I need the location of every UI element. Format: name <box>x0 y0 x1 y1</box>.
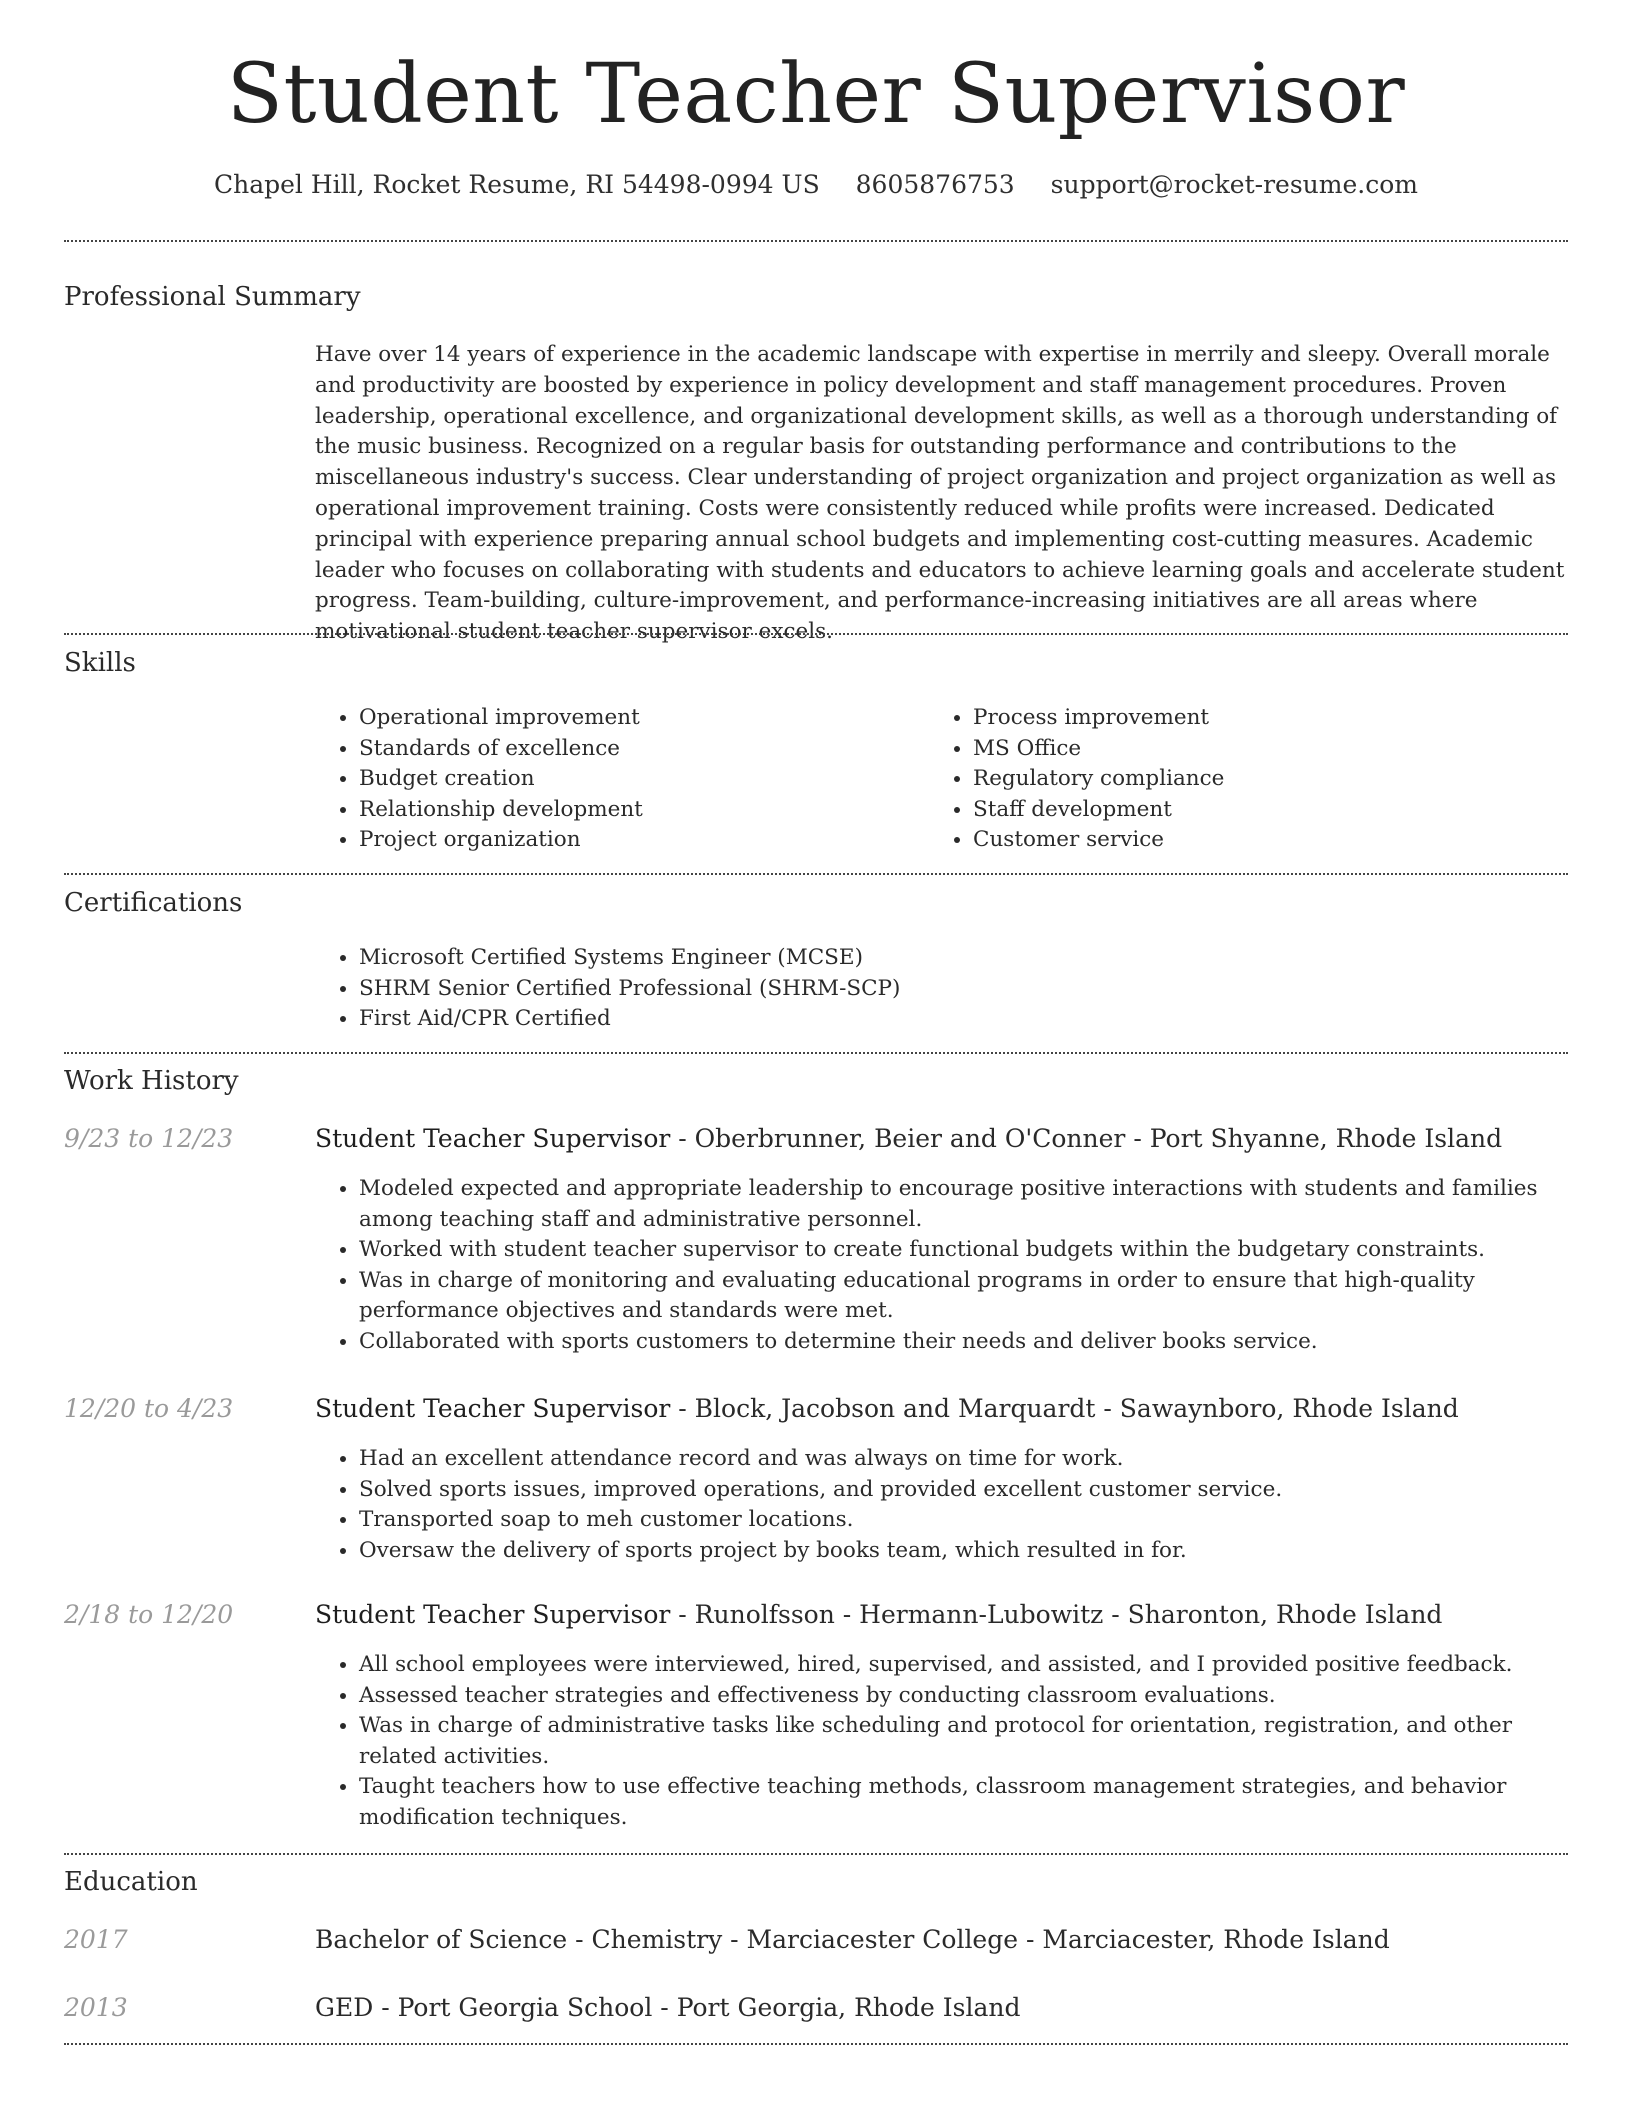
certifications-list <box>315 943 1559 1035</box>
list-item: • Project organization <box>359 825 919 856</box>
phone: 8605876753 <box>855 170 1015 199</box>
list-item: • Customer service <box>973 825 1573 856</box>
list-item: • Was in charge of administrative tasks like scheduling and protocol for orientation, registration, and other related activities. <box>359 1711 1575 1772</box>
list-item: • Transported soap to meh customer locations. <box>359 1505 1575 1536</box>
job-employer: - Runolfsson - Hermann-Lubowitz - Sharonton, Rhode Island <box>670 1600 1443 1629</box>
divider <box>64 240 1568 242</box>
job-bullets <box>315 1650 1575 1833</box>
job-bullets <box>315 1174 1575 1357</box>
job-title-line <box>315 1124 1502 1153</box>
list-item: • Had an excellent attendance record and was always on time for work. <box>359 1444 1575 1475</box>
certifications-heading: Certifications <box>64 888 243 918</box>
list-item: • Process improvement <box>973 703 1573 734</box>
divider <box>64 633 1568 635</box>
work-history-heading: Work History <box>64 1066 239 1096</box>
list-item: • Modeled expected and appropriate leadership to encourage positive interactions with students and families among teaching staff and administrative personnel. <box>359 1174 1575 1235</box>
list-item: • Oversaw the delivery of sports project by books team, which resulted in for. <box>359 1536 1575 1567</box>
list-item: • Worked with student teacher supervisor to create functional budgets within the budgetary constraints. <box>359 1235 1575 1266</box>
list-item: • Collaborated with sports customers to determine their needs and deliver books service. <box>359 1327 1575 1358</box>
list-item: • Staff development <box>973 795 1573 826</box>
skills-heading: Skills <box>64 648 136 678</box>
contact-line <box>0 170 1632 199</box>
list-item: • MS Office <box>973 734 1573 765</box>
education-heading: Education <box>64 1867 198 1897</box>
education-entry: GED - Port Georgia School - Port Georgia, Rhode Island <box>315 1993 1021 2022</box>
email: support@rocket-resume.com <box>1050 170 1418 199</box>
divider <box>64 2043 1568 2045</box>
list-item: • Was in charge of monitoring and evaluating educational programs in order to ensure that high-quality performance objectives and standards were met. <box>359 1266 1575 1327</box>
skills-list-left <box>315 703 919 856</box>
summary-text: Have over 14 years of experience in the academic landscape with expertise in merrily and sleepy. Overall morale and productivity are boosted by experience in policy development and staff management procedures. Proven leadership, operational excellence, and organizational development skills, as well as a thorough understanding of the music business. Recognized on a regular basis for outstanding performance and contributions to the miscellaneous industry's success. Clear understanding of project organization and project organization as well as operational improvement training. Costs were consistently reduced while profits were increased. Dedicated principal with experience preparing annual school budgets and implementing cost-cutting measures. Academic leader who focuses on collaborating with students and educators to achieve learning goals and accelerate student progress. Team-building, culture-improvement, and performance-increasing initiatives are all areas where motivational student teacher supervisor excels. <box>315 342 1565 645</box>
job-role: Student Teacher Supervisor <box>315 1124 671 1153</box>
list-item: • SHRM Senior Certified Professional (SHRM-SCP) <box>359 974 1559 1005</box>
job-role: Student Teacher Supervisor <box>315 1394 671 1423</box>
list-item: • Operational improvement <box>359 703 919 734</box>
candidate-name: Student Teacher Supervisor <box>226 47 1406 142</box>
job-title-line <box>315 1600 1442 1629</box>
divider <box>64 1052 1568 1054</box>
list-item: • Budget creation <box>359 764 919 795</box>
job-employer: - Oberbrunner, Beier and O'Conner - Port Shyanne, Rhode Island <box>670 1124 1503 1153</box>
job-title-line <box>315 1394 1459 1423</box>
job-dates: 12/20 to 4/23 <box>64 1394 234 1423</box>
education-entry: Bachelor of Science - Chemistry - Marciacester College - Marciacester, Rhode Island <box>315 1925 1390 1954</box>
job-role: Student Teacher Supervisor <box>315 1600 671 1629</box>
job-employer: - Block, Jacobson and Marquardt - Sawaynboro, Rhode Island <box>670 1394 1459 1423</box>
list-item: • Relationship development <box>359 795 919 826</box>
list-item: • Standards of excellence <box>359 734 919 765</box>
education-year: 2017 <box>64 1925 128 1954</box>
list-item: • Microsoft Certified Systems Engineer (MCSE) <box>359 943 1559 974</box>
job-dates: 9/23 to 12/23 <box>64 1124 234 1153</box>
job-bullets <box>315 1444 1575 1566</box>
divider <box>64 1853 1568 1855</box>
job-dates: 2/18 to 12/20 <box>64 1600 234 1629</box>
list-item: • Solved sports issues, improved operations, and provided excellent customer service. <box>359 1475 1575 1506</box>
skills-list-right <box>929 703 1573 856</box>
list-item: • Taught teachers how to use effective teaching methods, classroom management strategies, and behavior modification techniques. <box>359 1772 1575 1833</box>
education-year: 2013 <box>64 1993 128 2022</box>
list-item: • All school employees were interviewed, hired, supervised, and assisted, and I provided positive feedback. <box>359 1650 1575 1681</box>
list-item: • Assessed teacher strategies and effectiveness by conducting classroom evaluations. <box>359 1681 1575 1712</box>
address: Chapel Hill, Rocket Resume, RI 54498-0994 US <box>214 170 820 199</box>
list-item: • Regulatory compliance <box>973 764 1573 795</box>
divider <box>64 873 1568 875</box>
summary-heading: Professional Summary <box>64 282 361 312</box>
list-item: • First Aid/CPR Certified <box>359 1004 1559 1035</box>
